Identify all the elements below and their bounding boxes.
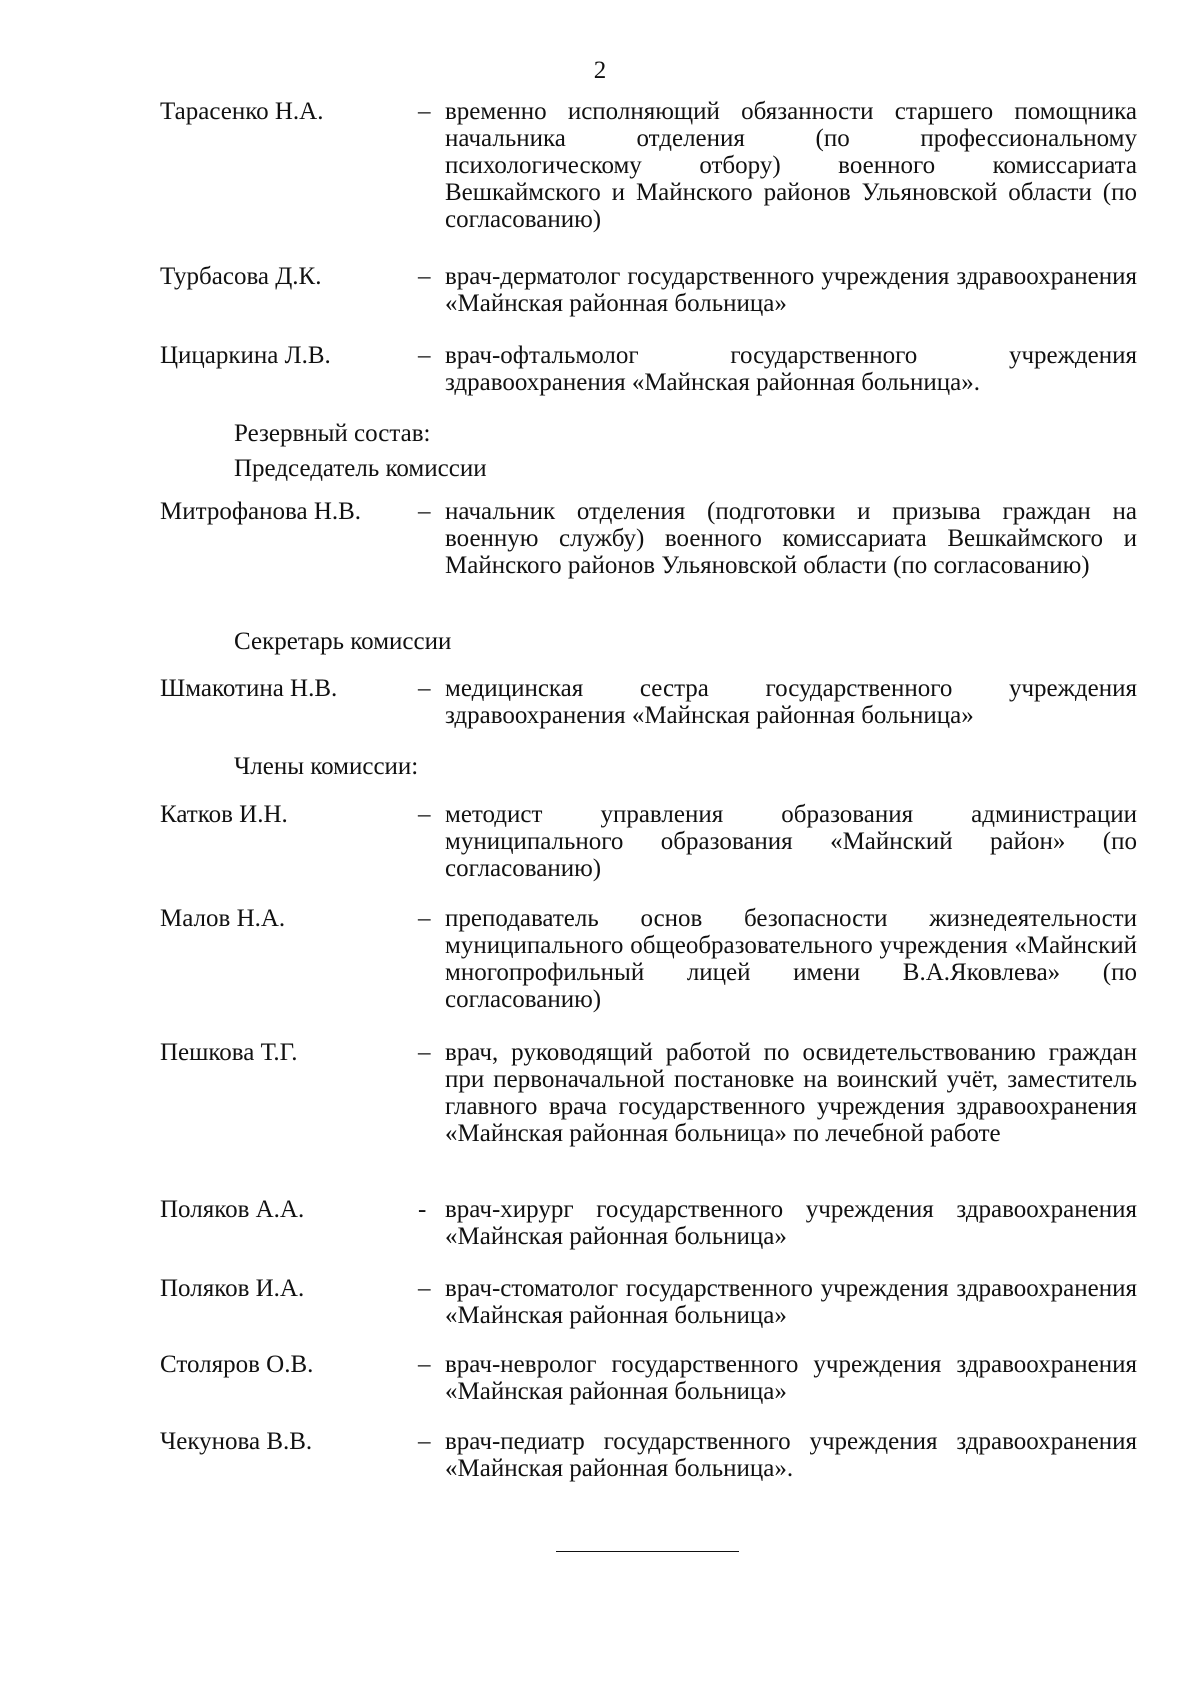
dash: – [418,1275,431,1302]
dash: – [418,905,431,932]
member-name: Тарасенко Н.А. [160,98,324,125]
chairman-entry [160,498,1140,579]
member-name: Малов Н.А. [160,905,286,932]
member-description: преподаватель основ безопасности жизнедеятельности муниципального общеобразовательного учреждения «Майнский многопрофильный лицей имени В.А.Яковлева» (по согласованию) [445,905,1137,1013]
member-name: Поляков А.А. [160,1196,305,1223]
chairman-heading: Председатель комиссии [234,455,487,482]
member-name: Пешкова Т.Г. [160,1039,298,1066]
member-name: Митрофанова Н.В. [160,498,362,525]
member-name: Цицаркина Л.В. [160,342,331,369]
member-description: временно исполняющий обязанности старшего помощника начальника отделения (по профессиональному психологическому отбору) военного комиссариата Вешкаймского и Майнского районов Ульяновской области (по согласованию) [445,98,1137,233]
page-number: 2 [593,57,607,84]
end-separator-line [556,1551,739,1552]
member-entry [160,1196,1140,1250]
member-name: Чекунова В.В. [160,1428,313,1455]
member-description: врач-стоматолог государственного учреждения здравоохранения «Майнская районная больница» [445,1275,1137,1329]
member-entry [160,263,1140,317]
member-entry [160,1039,1140,1147]
member-entry [160,1428,1140,1482]
dash: – [418,263,431,290]
member-name: Поляков И.А. [160,1275,305,1302]
dash: – [418,98,431,125]
member-entry [160,98,1140,233]
member-description: врач-невролог государственного учреждения здравоохранения «Майнская районная больница» [445,1351,1137,1405]
dash: – [418,801,431,828]
member-description: врач-офтальмолог государственного учреждения здравоохранения «Майнская районная больница». [445,342,1137,396]
dash: – [418,1039,431,1066]
member-description: врач, руководящий работой по освидетельствованию граждан при первоначальной постановке на воинский учёт, заместитель главного врача государственного учреждения здравоохранения «Майнская районная больница» по лечебной работе [445,1039,1137,1147]
member-entry [160,905,1140,1013]
secretary-heading: Секретарь комиссии [234,628,452,655]
member-description: методист управления образования администрации муниципального образования «Майнский район» (по согласованию) [445,801,1137,882]
member-name: Шмакотина Н.В. [160,675,338,702]
member-entry [160,342,1140,396]
member-name: Катков И.Н. [160,801,288,828]
secretary-entry [160,675,1140,729]
member-description: врач-педиатр государственного учреждения здравоохранения «Майнская районная больница». [445,1428,1137,1482]
member-name: Столяров О.В. [160,1351,314,1378]
member-description: начальник отделения (подготовки и призыва граждан на военную службу) военного комиссариата Вешкаймского и Майнского районов Ульяновской области (по согласованию) [445,498,1137,579]
member-description: врач-хирург государственного учреждения здравоохранения «Майнская районная больница» [445,1196,1137,1250]
dash: – [418,498,431,525]
member-description: медицинская сестра государственного учреждения здравоохранения «Майнская районная больница» [445,675,1137,729]
member-entry [160,1275,1140,1329]
member-entry [160,801,1140,882]
dash: – [418,342,431,369]
member-name: Турбасова Д.К. [160,263,322,290]
dash: – [418,1428,431,1455]
dash: – [418,1351,431,1378]
member-entry [160,1351,1140,1405]
reserve-heading: Резервный состав: [234,420,431,447]
dash: - [418,1196,427,1223]
members-heading: Члены комиссии: [234,753,419,780]
member-description: врач-дерматолог государственного учреждения здравоохранения «Майнская районная больница» [445,263,1137,317]
dash: – [418,675,431,702]
